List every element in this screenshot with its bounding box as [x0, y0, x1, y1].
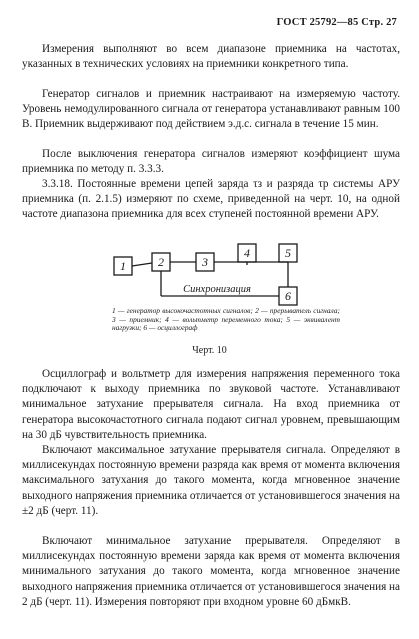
- page-header: ГОСТ 25792—85 Стр. 27: [276, 17, 397, 28]
- paragraph-charge: Включают минимальное затухание прерывателя. Определяют в миллисекундах постоянную времени заряда как время от момента включения минимального затухания до такого момента, когда мгновенное значение выходного напряжения приемника отличается от установившегося значения на 2 дБ (черт. 11). Измерения повторяют при входном уровне 60 дБмкВ.: [22, 535, 400, 608]
- paragraph-noise: После выключения генератора сигналов измеряют коэффициент шума приемника по методу п. 3.3.3.: [22, 148, 400, 176]
- figure-number: Черт. 10: [192, 345, 227, 356]
- paragraph-oscillograph: Осциллограф и вольтметр для измерения напряжения переменного тока подключают к выходу приемника по звуковой частоте. Устанавливают минимальное затухание прерывателя сигнала. На вход приемника от генератора высокочастотного сигнала подают сигнал уровнем, превышающим на 30 дБ чувствительность приемника.: [22, 368, 400, 441]
- paragraph-tuning: Генератор сигналов и приемник настраивают на измеряемую частоту. Уровень немодулированного сигнала от генератора устанавливают равным 100 В. Приемник выдерживают под действием э.д.с. сигнала в течение 15 мин.: [22, 88, 400, 131]
- block-3-label: 3: [202, 255, 208, 269]
- block-diagram: [110, 243, 310, 307]
- figure-caption: 1 — генератор высокочастотных сигналов; 2 — прерыватель сигнала; 3 — приемник; 4 — вольтметр переменного тока; 5 — эквивалент нагрузки; 6 — осциллограф: [112, 306, 340, 333]
- block-2-label: 2: [158, 255, 164, 269]
- sync-label: Синхронизация: [183, 284, 251, 295]
- block-6-label: 6: [285, 289, 291, 303]
- paragraph-measure-range: Измерения выполняют во всем диапазоне приемника на частотах, указанных в технических условиях на приемники конкретного типа.: [22, 43, 400, 71]
- link-1-2: [132, 263, 152, 266]
- paragraph-discharge: Включают максимальное затухание прерывателя сигнала. Определяют в миллисекундах постоянную времени разряда как время от момента включения максимального затухания до такого момента, когда мгновенное значение выходного напряжения приемника отличается от установившегося значения на ±2 дБ (черт. 11).: [22, 444, 400, 517]
- block-4-label: 4: [244, 246, 250, 260]
- block-1-label: 1: [120, 259, 126, 273]
- paragraph-3-3-18: 3.3.18. Постоянные времени цепей заряда τз и разряда τр системы АРУ приемника (п. 2.1.5) измеряют по схеме, приведенной на черт. 10, на одной частоте диапазона приемника для всех ступеней постоянной времени АРУ.: [22, 178, 400, 221]
- block-5-label: 5: [285, 246, 291, 260]
